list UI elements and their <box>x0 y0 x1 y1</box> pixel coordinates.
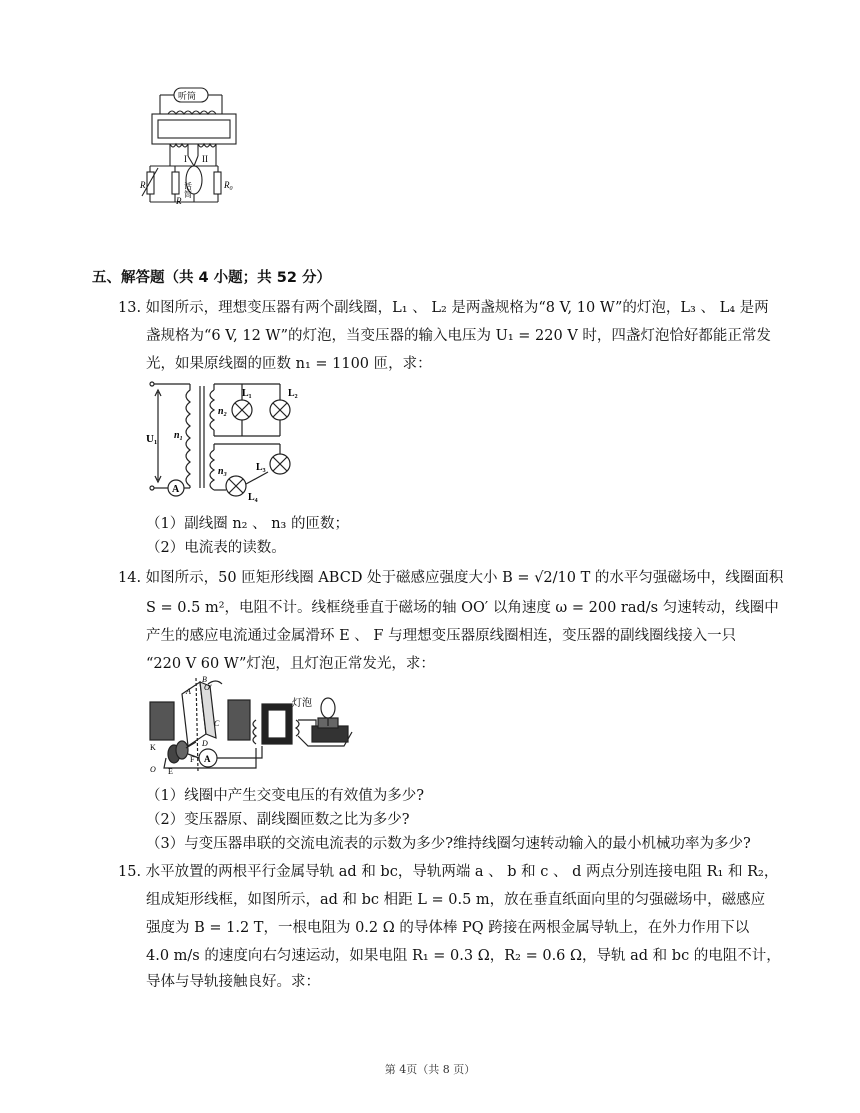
q15-line-5: 导体与导轨接触良好。求： <box>146 974 320 990</box>
fig-top-label-r: R <box>176 196 182 206</box>
fig-top-label-earphone: 听筒 <box>178 91 197 101</box>
q13-fig-n2: n₂ <box>218 406 228 417</box>
q14-fig-b: B <box>202 676 207 684</box>
figure-telephone-transformer <box>138 76 248 211</box>
figure-q13-transformer <box>144 380 304 502</box>
q13-fig-l3: L₃ <box>256 462 266 473</box>
q13-fig-ammeter: A <box>172 484 180 495</box>
q14-fig-ammeter: A <box>204 754 211 764</box>
q14-sub-2: （2）变压器原、副线圈匝数之比为多少? <box>146 812 410 828</box>
q14-sub-3: （3）与变压器串联的交流电流表的示数为多少?维持线圈匀速转动输入的最小机械功率为多少? <box>146 836 751 852</box>
fig-top-label-microphone: 话筒 <box>183 182 193 198</box>
fig-top-label-rx: R <box>140 180 146 190</box>
q13-line-2: 盏规格为“6 V, 12 W”的灯泡，当变压器的输入电压为 U₁ = 220 V 时，四盏灯泡恰好都能正常发 <box>146 328 771 344</box>
q15-line-1: 15. 水平放置的两根平行金属导轨 ad 和 bc，导轨两端 a 、 b 和 c 、 d 两点分别连接电阻 R₁ 和 R₂， <box>118 864 779 880</box>
q14-line-3: 产生的感应电流通过金属滑环 E 、 F 与理想变压器原线圈相连，变压器的副线圈线接入一只 <box>146 628 737 644</box>
q14-line-2: S = 0.5 m²，电阻不计。线框绕垂直于磁场的轴 OO′ 以角速度 ω = 200 rad/s 匀速转动，线圈中 <box>146 600 779 616</box>
q13-sub-2: （2）电流表的读数。 <box>146 540 286 556</box>
q15-line-4: 4.0 m/s 的速度向右匀速运动，如果电阻 R₁ = 0.3 Ω，R₂ = 0.6 Ω，导轨 ad 和 bc 的电阻不计， <box>146 948 781 964</box>
fig-top-label-r0: $R_0$ <box>224 180 233 192</box>
q13-sub-1: （1）副线圈 n₂ 、 n₃ 的匝数； <box>146 516 349 532</box>
fig-top-label-coil-2: II <box>202 154 208 164</box>
q14-fig-e: E <box>168 767 173 776</box>
q14-fig-o-prime: O′ <box>204 683 212 692</box>
q14-fig-d: D <box>202 739 208 748</box>
q14-fig-a: A <box>186 687 191 696</box>
q14-fig-o: O <box>150 765 156 774</box>
q13-fig-l4: L₄ <box>248 492 258 502</box>
q13-fig-l1: L₁ <box>242 388 252 399</box>
q14-line-4: “220 V 60 W”灯泡，且灯泡正常发光，求： <box>146 656 435 672</box>
q13-fig-l2: L₂ <box>288 388 298 399</box>
q15-line-2: 组成矩形线框，如图所示，ad 和 bc 相距 L = 0.5 m，放在垂直纸面向里的匀强磁场中，磁感应 <box>146 892 766 908</box>
q14-fig-c: C <box>214 719 220 728</box>
q13-fig-n3: n₃ <box>218 466 228 477</box>
q13-fig-u1: U₁ <box>146 433 158 445</box>
q13-line-3: 光，如果原线圈的匝数 n₁ = 1100 匝，求： <box>146 356 432 372</box>
q14-fig-f: F <box>190 755 195 764</box>
q15-line-3: 强度为 B = 1.2 T，一根电阻为 0.2 Ω 的导体棒 PQ 跨接在两根金属导轨上，在外力作用下以 <box>146 920 750 936</box>
section-heading: 五、解答题（共 4 小题；共 52 分） <box>92 270 331 286</box>
figure-q14-generator <box>146 676 358 776</box>
q13-line-1: 13. 如图所示，理想变压器有两个副线圈，L₁ 、 L₂ 是两盏规格为“8 V, 10 W”的灯泡，L₃ 、 L₄ 是两 <box>118 300 769 316</box>
q14-sub-1: （1）线圈中产生交变电压的有效值为多少? <box>146 788 424 804</box>
fig-top-label-coil-1: I <box>184 154 187 164</box>
q14-line-1: 14. 如图所示，50 匝矩形线圈 ABCD 处于磁感应强度大小 B = √2/10 T 的水平匀强磁场中，线圈面积 <box>118 570 784 586</box>
page-footer: 第 4页（共 8 页） <box>384 1063 476 1076</box>
q13-fig-n1: n₁ <box>174 430 184 441</box>
q14-fig-k: K <box>150 743 156 752</box>
q14-fig-lamp: 灯泡 <box>292 698 312 709</box>
